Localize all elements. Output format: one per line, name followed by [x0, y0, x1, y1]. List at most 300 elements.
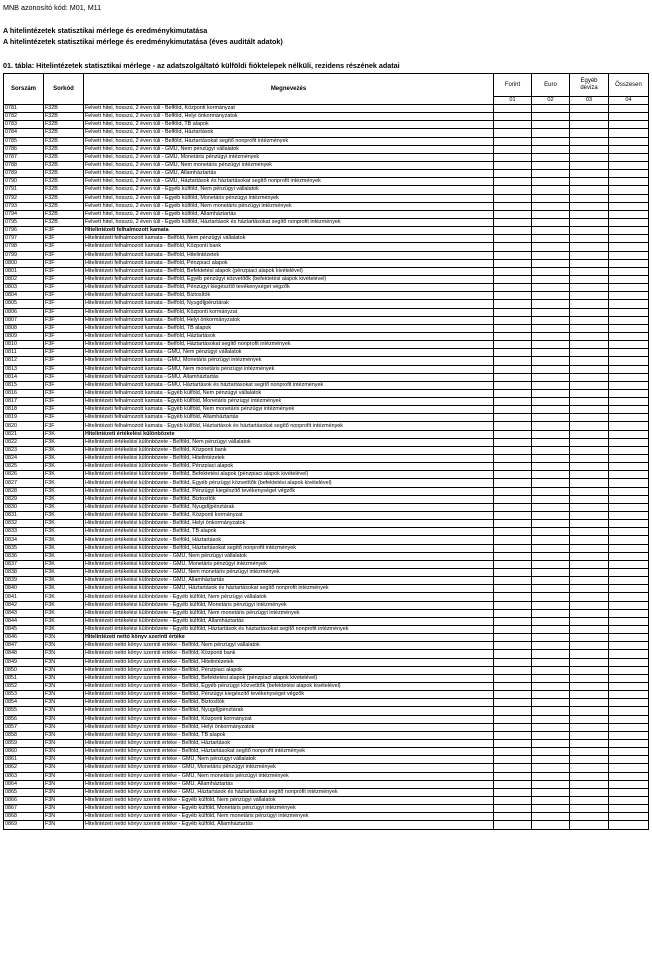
cell-osszesen[interactable]	[609, 414, 649, 422]
cell-osszesen[interactable]	[609, 536, 649, 544]
cell-osszesen[interactable]	[609, 373, 649, 381]
cell-egyeb-deviza[interactable]	[570, 715, 609, 723]
cell-osszesen[interactable]	[609, 137, 649, 145]
cell-osszesen[interactable]	[609, 731, 649, 739]
cell-forint[interactable]	[494, 707, 532, 715]
cell-osszesen[interactable]	[609, 251, 649, 259]
cell-forint[interactable]	[494, 780, 532, 788]
cell-osszesen[interactable]	[609, 113, 649, 121]
cell-forint[interactable]	[494, 210, 532, 218]
cell-forint[interactable]	[494, 560, 532, 568]
cell-osszesen[interactable]	[609, 324, 649, 332]
cell-egyeb-deviza[interactable]	[570, 446, 609, 454]
cell-osszesen[interactable]	[609, 805, 649, 813]
cell-egyeb-deviza[interactable]	[570, 626, 609, 634]
cell-forint[interactable]	[494, 552, 532, 560]
cell-osszesen[interactable]	[609, 145, 649, 153]
cell-osszesen[interactable]	[609, 227, 649, 235]
cell-egyeb-deviza[interactable]	[570, 707, 609, 715]
cell-osszesen[interactable]	[609, 105, 649, 113]
cell-forint[interactable]	[494, 275, 532, 283]
cell-egyeb-deviza[interactable]	[570, 430, 609, 438]
cell-osszesen[interactable]	[609, 626, 649, 634]
cell-osszesen[interactable]	[609, 666, 649, 674]
cell-euro[interactable]	[532, 113, 570, 121]
cell-osszesen[interactable]	[609, 772, 649, 780]
cell-osszesen[interactable]	[609, 194, 649, 202]
cell-forint[interactable]	[494, 487, 532, 495]
cell-osszesen[interactable]	[609, 650, 649, 658]
cell-forint[interactable]	[494, 235, 532, 243]
cell-forint[interactable]	[494, 389, 532, 397]
cell-forint[interactable]	[494, 422, 532, 430]
cell-forint[interactable]	[494, 324, 532, 332]
cell-euro[interactable]	[532, 308, 570, 316]
cell-euro[interactable]	[532, 650, 570, 658]
cell-forint[interactable]	[494, 634, 532, 642]
cell-egyeb-deviza[interactable]	[570, 512, 609, 520]
cell-euro[interactable]	[532, 284, 570, 292]
cell-osszesen[interactable]	[609, 560, 649, 568]
cell-forint[interactable]	[494, 805, 532, 813]
cell-forint[interactable]	[494, 438, 532, 446]
cell-forint[interactable]	[494, 284, 532, 292]
cell-euro[interactable]	[532, 406, 570, 414]
cell-forint[interactable]	[494, 430, 532, 438]
cell-forint[interactable]	[494, 137, 532, 145]
cell-osszesen[interactable]	[609, 609, 649, 617]
cell-egyeb-deviza[interactable]	[570, 178, 609, 186]
cell-egyeb-deviza[interactable]	[570, 528, 609, 536]
cell-osszesen[interactable]	[609, 634, 649, 642]
cell-osszesen[interactable]	[609, 552, 649, 560]
cell-euro[interactable]	[532, 805, 570, 813]
cell-forint[interactable]	[494, 512, 532, 520]
cell-euro[interactable]	[532, 585, 570, 593]
cell-forint[interactable]	[494, 617, 532, 625]
cell-osszesen[interactable]	[609, 471, 649, 479]
cell-egyeb-deviza[interactable]	[570, 642, 609, 650]
cell-forint[interactable]	[494, 243, 532, 251]
cell-egyeb-deviza[interactable]	[570, 373, 609, 381]
cell-euro[interactable]	[532, 748, 570, 756]
cell-euro[interactable]	[532, 764, 570, 772]
cell-egyeb-deviza[interactable]	[570, 658, 609, 666]
cell-euro[interactable]	[532, 324, 570, 332]
cell-euro[interactable]	[532, 642, 570, 650]
cell-forint[interactable]	[494, 381, 532, 389]
cell-egyeb-deviza[interactable]	[570, 682, 609, 690]
cell-egyeb-deviza[interactable]	[570, 243, 609, 251]
cell-euro[interactable]	[532, 536, 570, 544]
cell-forint[interactable]	[494, 601, 532, 609]
cell-osszesen[interactable]	[609, 218, 649, 226]
cell-euro[interactable]	[532, 218, 570, 226]
cell-osszesen[interactable]	[609, 528, 649, 536]
cell-osszesen[interactable]	[609, 544, 649, 552]
cell-euro[interactable]	[532, 105, 570, 113]
cell-osszesen[interactable]	[609, 161, 649, 169]
cell-egyeb-deviza[interactable]	[570, 194, 609, 202]
cell-osszesen[interactable]	[609, 788, 649, 796]
cell-osszesen[interactable]	[609, 430, 649, 438]
cell-euro[interactable]	[532, 210, 570, 218]
cell-osszesen[interactable]	[609, 398, 649, 406]
cell-forint[interactable]	[494, 227, 532, 235]
cell-osszesen[interactable]	[609, 463, 649, 471]
cell-euro[interactable]	[532, 455, 570, 463]
cell-osszesen[interactable]	[609, 699, 649, 707]
cell-forint[interactable]	[494, 813, 532, 821]
cell-forint[interactable]	[494, 731, 532, 739]
cell-forint[interactable]	[494, 463, 532, 471]
cell-forint[interactable]	[494, 113, 532, 121]
cell-osszesen[interactable]	[609, 243, 649, 251]
cell-osszesen[interactable]	[609, 764, 649, 772]
cell-egyeb-deviza[interactable]	[570, 284, 609, 292]
cell-euro[interactable]	[532, 251, 570, 259]
cell-forint[interactable]	[494, 153, 532, 161]
cell-egyeb-deviza[interactable]	[570, 153, 609, 161]
cell-forint[interactable]	[494, 748, 532, 756]
cell-forint[interactable]	[494, 398, 532, 406]
cell-egyeb-deviza[interactable]	[570, 699, 609, 707]
cell-osszesen[interactable]	[609, 813, 649, 821]
cell-osszesen[interactable]	[609, 308, 649, 316]
cell-euro[interactable]	[532, 389, 570, 397]
cell-forint[interactable]	[494, 202, 532, 210]
cell-forint[interactable]	[494, 186, 532, 194]
cell-osszesen[interactable]	[609, 495, 649, 503]
cell-euro[interactable]	[532, 178, 570, 186]
cell-egyeb-deviza[interactable]	[570, 560, 609, 568]
cell-euro[interactable]	[532, 243, 570, 251]
cell-forint[interactable]	[494, 520, 532, 528]
cell-forint[interactable]	[494, 471, 532, 479]
cell-euro[interactable]	[532, 381, 570, 389]
cell-osszesen[interactable]	[609, 756, 649, 764]
cell-euro[interactable]	[532, 560, 570, 568]
cell-egyeb-deviza[interactable]	[570, 593, 609, 601]
cell-egyeb-deviza[interactable]	[570, 389, 609, 397]
cell-osszesen[interactable]	[609, 739, 649, 747]
cell-euro[interactable]	[532, 617, 570, 625]
cell-osszesen[interactable]	[609, 796, 649, 804]
cell-forint[interactable]	[494, 267, 532, 275]
cell-euro[interactable]	[532, 438, 570, 446]
cell-egyeb-deviza[interactable]	[570, 275, 609, 283]
cell-osszesen[interactable]	[609, 259, 649, 267]
cell-euro[interactable]	[532, 357, 570, 365]
cell-euro[interactable]	[532, 658, 570, 666]
cell-egyeb-deviza[interactable]	[570, 455, 609, 463]
cell-euro[interactable]	[532, 512, 570, 520]
cell-osszesen[interactable]	[609, 406, 649, 414]
cell-egyeb-deviza[interactable]	[570, 129, 609, 137]
cell-egyeb-deviza[interactable]	[570, 796, 609, 804]
cell-euro[interactable]	[532, 715, 570, 723]
cell-egyeb-deviza[interactable]	[570, 479, 609, 487]
cell-osszesen[interactable]	[609, 593, 649, 601]
cell-euro[interactable]	[532, 626, 570, 634]
cell-egyeb-deviza[interactable]	[570, 748, 609, 756]
cell-euro[interactable]	[532, 349, 570, 357]
cell-forint[interactable]	[494, 674, 532, 682]
cell-osszesen[interactable]	[609, 601, 649, 609]
cell-egyeb-deviza[interactable]	[570, 585, 609, 593]
cell-forint[interactable]	[494, 772, 532, 780]
cell-euro[interactable]	[532, 691, 570, 699]
cell-forint[interactable]	[494, 528, 532, 536]
cell-forint[interactable]	[494, 414, 532, 422]
cell-euro[interactable]	[532, 682, 570, 690]
cell-egyeb-deviza[interactable]	[570, 821, 609, 829]
cell-egyeb-deviza[interactable]	[570, 227, 609, 235]
cell-egyeb-deviza[interactable]	[570, 544, 609, 552]
cell-egyeb-deviza[interactable]	[570, 161, 609, 169]
cell-osszesen[interactable]	[609, 170, 649, 178]
cell-forint[interactable]	[494, 715, 532, 723]
cell-egyeb-deviza[interactable]	[570, 251, 609, 259]
cell-euro[interactable]	[532, 430, 570, 438]
cell-forint[interactable]	[494, 626, 532, 634]
cell-osszesen[interactable]	[609, 503, 649, 511]
cell-euro[interactable]	[532, 422, 570, 430]
cell-egyeb-deviza[interactable]	[570, 398, 609, 406]
cell-euro[interactable]	[532, 186, 570, 194]
cell-euro[interactable]	[532, 813, 570, 821]
cell-osszesen[interactable]	[609, 658, 649, 666]
cell-forint[interactable]	[494, 365, 532, 373]
cell-forint[interactable]	[494, 121, 532, 129]
cell-forint[interactable]	[494, 650, 532, 658]
cell-egyeb-deviza[interactable]	[570, 577, 609, 585]
cell-egyeb-deviza[interactable]	[570, 463, 609, 471]
cell-euro[interactable]	[532, 341, 570, 349]
cell-osszesen[interactable]	[609, 365, 649, 373]
cell-euro[interactable]	[532, 170, 570, 178]
cell-egyeb-deviza[interactable]	[570, 105, 609, 113]
cell-egyeb-deviza[interactable]	[570, 406, 609, 414]
cell-osszesen[interactable]	[609, 275, 649, 283]
cell-osszesen[interactable]	[609, 748, 649, 756]
cell-egyeb-deviza[interactable]	[570, 267, 609, 275]
cell-osszesen[interactable]	[609, 349, 649, 357]
cell-egyeb-deviza[interactable]	[570, 601, 609, 609]
cell-osszesen[interactable]	[609, 520, 649, 528]
cell-forint[interactable]	[494, 194, 532, 202]
cell-forint[interactable]	[494, 332, 532, 340]
cell-forint[interactable]	[494, 593, 532, 601]
cell-euro[interactable]	[532, 788, 570, 796]
cell-egyeb-deviza[interactable]	[570, 414, 609, 422]
cell-egyeb-deviza[interactable]	[570, 292, 609, 300]
cell-euro[interactable]	[532, 300, 570, 308]
cell-osszesen[interactable]	[609, 332, 649, 340]
cell-egyeb-deviza[interactable]	[570, 650, 609, 658]
cell-egyeb-deviza[interactable]	[570, 170, 609, 178]
cell-egyeb-deviza[interactable]	[570, 471, 609, 479]
cell-egyeb-deviza[interactable]	[570, 731, 609, 739]
cell-forint[interactable]	[494, 756, 532, 764]
cell-egyeb-deviza[interactable]	[570, 617, 609, 625]
cell-euro[interactable]	[532, 275, 570, 283]
cell-osszesen[interactable]	[609, 780, 649, 788]
cell-euro[interactable]	[532, 259, 570, 267]
cell-euro[interactable]	[532, 479, 570, 487]
cell-egyeb-deviza[interactable]	[570, 569, 609, 577]
cell-osszesen[interactable]	[609, 300, 649, 308]
cell-euro[interactable]	[532, 121, 570, 129]
cell-forint[interactable]	[494, 341, 532, 349]
cell-euro[interactable]	[532, 707, 570, 715]
cell-forint[interactable]	[494, 495, 532, 503]
cell-osszesen[interactable]	[609, 691, 649, 699]
cell-osszesen[interactable]	[609, 357, 649, 365]
cell-forint[interactable]	[494, 503, 532, 511]
cell-forint[interactable]	[494, 658, 532, 666]
cell-euro[interactable]	[532, 601, 570, 609]
cell-euro[interactable]	[532, 552, 570, 560]
cell-euro[interactable]	[532, 699, 570, 707]
cell-forint[interactable]	[494, 796, 532, 804]
cell-euro[interactable]	[532, 634, 570, 642]
cell-forint[interactable]	[494, 666, 532, 674]
cell-forint[interactable]	[494, 161, 532, 169]
cell-euro[interactable]	[532, 235, 570, 243]
cell-forint[interactable]	[494, 821, 532, 829]
cell-egyeb-deviza[interactable]	[570, 487, 609, 495]
cell-osszesen[interactable]	[609, 178, 649, 186]
cell-egyeb-deviza[interactable]	[570, 259, 609, 267]
cell-euro[interactable]	[532, 821, 570, 829]
cell-egyeb-deviza[interactable]	[570, 316, 609, 324]
cell-egyeb-deviza[interactable]	[570, 235, 609, 243]
cell-euro[interactable]	[532, 153, 570, 161]
cell-egyeb-deviza[interactable]	[570, 113, 609, 121]
cell-egyeb-deviza[interactable]	[570, 780, 609, 788]
cell-euro[interactable]	[532, 487, 570, 495]
cell-forint[interactable]	[494, 609, 532, 617]
cell-forint[interactable]	[494, 357, 532, 365]
cell-osszesen[interactable]	[609, 723, 649, 731]
cell-forint[interactable]	[494, 764, 532, 772]
cell-osszesen[interactable]	[609, 487, 649, 495]
cell-forint[interactable]	[494, 145, 532, 153]
cell-osszesen[interactable]	[609, 707, 649, 715]
cell-osszesen[interactable]	[609, 446, 649, 454]
cell-euro[interactable]	[532, 365, 570, 373]
cell-euro[interactable]	[532, 528, 570, 536]
cell-egyeb-deviza[interactable]	[570, 520, 609, 528]
cell-osszesen[interactable]	[609, 129, 649, 137]
cell-egyeb-deviza[interactable]	[570, 691, 609, 699]
cell-egyeb-deviza[interactable]	[570, 666, 609, 674]
cell-egyeb-deviza[interactable]	[570, 756, 609, 764]
cell-forint[interactable]	[494, 723, 532, 731]
cell-forint[interactable]	[494, 691, 532, 699]
cell-egyeb-deviza[interactable]	[570, 137, 609, 145]
cell-euro[interactable]	[532, 267, 570, 275]
cell-forint[interactable]	[494, 178, 532, 186]
cell-osszesen[interactable]	[609, 284, 649, 292]
cell-egyeb-deviza[interactable]	[570, 788, 609, 796]
cell-osszesen[interactable]	[609, 341, 649, 349]
cell-egyeb-deviza[interactable]	[570, 813, 609, 821]
cell-forint[interactable]	[494, 170, 532, 178]
cell-forint[interactable]	[494, 788, 532, 796]
cell-forint[interactable]	[494, 129, 532, 137]
cell-egyeb-deviza[interactable]	[570, 349, 609, 357]
cell-osszesen[interactable]	[609, 438, 649, 446]
cell-euro[interactable]	[532, 495, 570, 503]
cell-forint[interactable]	[494, 349, 532, 357]
cell-forint[interactable]	[494, 569, 532, 577]
cell-euro[interactable]	[532, 796, 570, 804]
cell-osszesen[interactable]	[609, 210, 649, 218]
cell-osszesen[interactable]	[609, 316, 649, 324]
cell-egyeb-deviza[interactable]	[570, 210, 609, 218]
cell-forint[interactable]	[494, 406, 532, 414]
cell-euro[interactable]	[532, 723, 570, 731]
cell-forint[interactable]	[494, 292, 532, 300]
cell-euro[interactable]	[532, 520, 570, 528]
cell-forint[interactable]	[494, 642, 532, 650]
cell-euro[interactable]	[532, 739, 570, 747]
cell-forint[interactable]	[494, 251, 532, 259]
cell-osszesen[interactable]	[609, 512, 649, 520]
cell-osszesen[interactable]	[609, 422, 649, 430]
cell-egyeb-deviza[interactable]	[570, 674, 609, 682]
cell-forint[interactable]	[494, 577, 532, 585]
cell-osszesen[interactable]	[609, 121, 649, 129]
cell-euro[interactable]	[532, 780, 570, 788]
cell-euro[interactable]	[532, 569, 570, 577]
cell-euro[interactable]	[532, 471, 570, 479]
cell-egyeb-deviza[interactable]	[570, 121, 609, 129]
cell-osszesen[interactable]	[609, 153, 649, 161]
cell-egyeb-deviza[interactable]	[570, 300, 609, 308]
cell-euro[interactable]	[532, 137, 570, 145]
cell-egyeb-deviza[interactable]	[570, 422, 609, 430]
cell-osszesen[interactable]	[609, 479, 649, 487]
cell-forint[interactable]	[494, 308, 532, 316]
cell-egyeb-deviza[interactable]	[570, 341, 609, 349]
cell-osszesen[interactable]	[609, 389, 649, 397]
cell-forint[interactable]	[494, 316, 532, 324]
cell-egyeb-deviza[interactable]	[570, 324, 609, 332]
cell-osszesen[interactable]	[609, 186, 649, 194]
cell-egyeb-deviza[interactable]	[570, 332, 609, 340]
cell-egyeb-deviza[interactable]	[570, 357, 609, 365]
cell-forint[interactable]	[494, 544, 532, 552]
cell-euro[interactable]	[532, 129, 570, 137]
cell-euro[interactable]	[532, 161, 570, 169]
cell-osszesen[interactable]	[609, 202, 649, 210]
cell-egyeb-deviza[interactable]	[570, 381, 609, 389]
cell-egyeb-deviza[interactable]	[570, 805, 609, 813]
cell-egyeb-deviza[interactable]	[570, 552, 609, 560]
cell-egyeb-deviza[interactable]	[570, 503, 609, 511]
cell-forint[interactable]	[494, 699, 532, 707]
cell-egyeb-deviza[interactable]	[570, 772, 609, 780]
cell-forint[interactable]	[494, 105, 532, 113]
cell-euro[interactable]	[532, 666, 570, 674]
cell-osszesen[interactable]	[609, 235, 649, 243]
cell-osszesen[interactable]	[609, 585, 649, 593]
cell-osszesen[interactable]	[609, 642, 649, 650]
cell-forint[interactable]	[494, 373, 532, 381]
